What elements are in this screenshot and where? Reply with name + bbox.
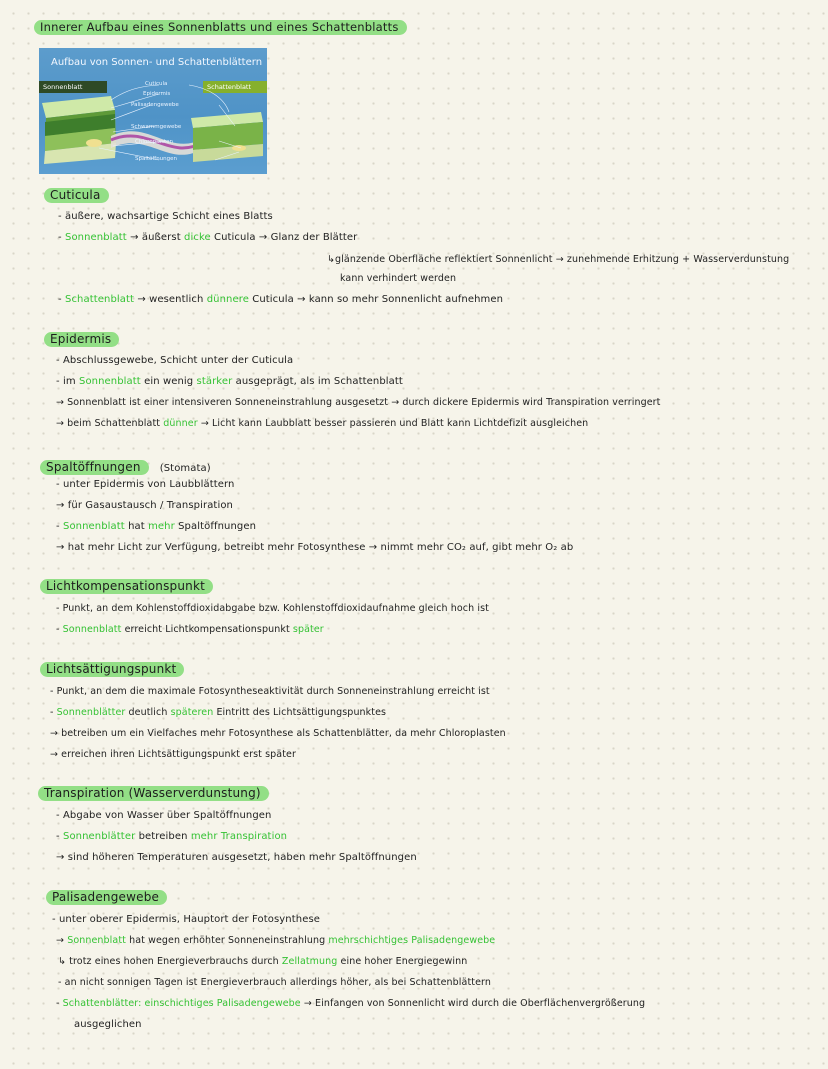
shade-leaf-block [191,112,263,162]
epidermis-line-4: → beim Schattenblatt dünner → Licht kann Laubblatt besser passieren und Blatt kann Lichtdefizit ausgleichen [56,418,589,429]
epidermis-line-2: - im Sonnenblatt ein wenig stärker ausgeprägt, als im Schattenblatt [56,376,403,387]
lkp-line-1: - Punkt, an dem Kohlenstoffdioxidabgabe bzw. Kohlenstoffdioxidaufnahme gleich hoch ist [56,603,489,614]
cuticula-line-4: kann verhindert werden [340,273,457,284]
transp-line-1: - Abgabe von Wasser über Spaltöffnungen [56,810,272,821]
palis-line-2: → Sonnenblatt hat wegen erhöhter Sonneneinstrahlung mehrschichtiges Palisadengewebe [56,935,496,946]
heading-lichtkompensationspunkt: Lichtkompensationspunkt [40,579,213,594]
lsp-line-1: - Punkt, an dem die maximale Fotosyntheseaktivität durch Sonneneinstrahlung erreicht ist [50,686,490,697]
palis-line-1: - unter oberer Epidermis, Hauptort der Fotosynthese [52,914,321,925]
heading-transpiration: Transpiration (Wasserverdunstung) [38,786,269,801]
heading-spaltoeffnungen: Spaltöffnungen [40,460,149,475]
shade-leaf-tag: Schattenblatt [203,81,267,93]
label-spaltoeffnungen: Spaltöffnungen [135,156,178,162]
palis-line-6: ausgeglichen [74,1019,142,1030]
cuticula-line-3: ↳glänzende Oberfläche reflektiert Sonnenlicht → zunehmende Erhitzung + Wasserverdunstung [327,254,790,265]
spalt-line-3: - Sonnenblatt hat mehr Spaltöffnungen [56,521,257,532]
label-epidermis: Epidermis [143,91,171,97]
sun-leaf-tag: Sonnenblatt [39,81,107,93]
cuticula-line-1: - äußere, wachsartige Schicht eines Blatts [58,211,273,222]
heading-spaltoeffnungen-row [40,456,211,475]
label-schwammgewebe: Schwammgewebe [131,124,182,130]
label-palisadengewebe: Palisadengewebe [131,102,179,108]
palis-line-4: - an nicht sonnigen Tagen ist Energieverbrauch allerdings höher, als bei Schattenblättern [58,977,491,988]
transp-line-2: - Sonnenblätter betreiben mehr Transpiration [56,831,288,842]
epidermis-line-1: - Abschlussgewebe, Schicht unter der Cuticula [56,355,294,366]
heading-lichtsaettigungspunkt: Lichtsättigungspunkt [40,662,184,677]
figure-title: Aufbau von Sonnen- und Schattenblättern [51,57,263,68]
spalt-line-1: - unter Epidermis von Laubblättern [56,479,235,490]
page-title: Innerer Aufbau eines Sonnenblatts und eines Schattenblatts [34,20,407,35]
transp-line-3: → sind höheren Temperaturen ausgesetzt, haben mehr Spaltöffnungen [56,852,417,863]
lkp-line-2: - Sonnenblatt erreicht Lichtkompensationspunkt später [56,624,324,635]
heading-palisadengewebe: Palisadengewebe [46,890,167,905]
heading-stomata: (Stomata) [159,463,211,474]
label-cuticula: Cuticula [145,81,168,87]
heading-cuticula: Cuticula [44,188,109,203]
heading-epidermis: Epidermis [44,332,119,347]
lsp-line-4: → erreichen ihren Lichtsättigungspunkt erst später [50,749,296,760]
lsp-line-3: → betreiben um ein Vielfaches mehr Fotosynthese als Schattenblätter, da mehr Chloroplasten [50,728,506,739]
cuticula-line-2: - Sonnenblatt → äußerst dicke Cuticula → Glanz der Blätter [58,232,358,243]
leaf-structure-figure [39,48,267,174]
cuticula-line-5: - Schattenblatt → wesentlich dünnere Cuticula → kann so mehr Sonnenlicht aufnehmen [58,294,504,305]
spalt-line-2: → für Gasaustausch / Transpiration [56,500,233,511]
label-chloroplasten: Chloroplasten [135,139,174,145]
lsp-line-2: - Sonnenblätter deutlich späteren Eintritt des Lichtsättigungspunktes [50,707,387,718]
palis-line-3: ↳ trotz eines hohen Energieverbrauchs durch Zellatmung eine hoher Energiegewinn [58,956,468,967]
epidermis-line-3: → Sonnenblatt ist einer intensiveren Sonneneinstrahlung ausgesetzt → durch dickere Epidermis wird Transpiration verringert [56,397,661,408]
sun-leaf-block [42,96,116,164]
spalt-line-4: → hat mehr Licht zur Verfügung, betreibt mehr Fotosynthese → nimmt mehr CO₂ auf, gibt mehr O₂ ab [56,542,574,553]
palis-line-5: - Schattenblätter: einschichtiges Palisadengewebe → Einfangen von Sonnenlicht wird durch die Oberflächenvergrößerung [56,998,646,1009]
